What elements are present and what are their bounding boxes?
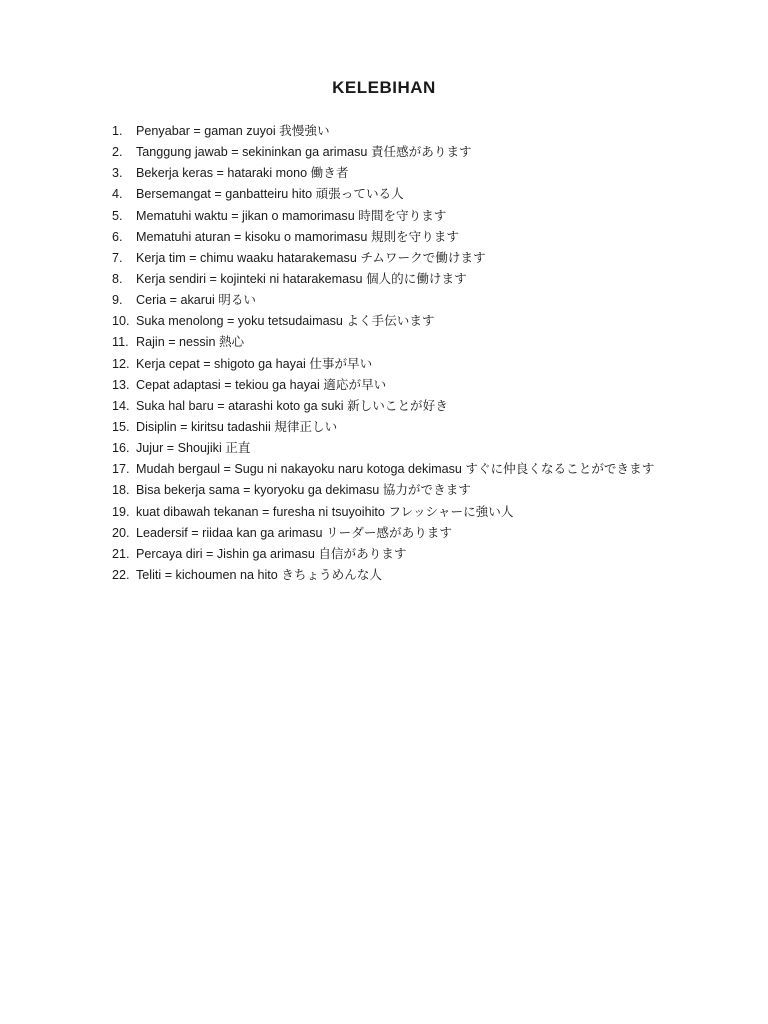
list-item-text: Kerja cepat = shigoto ga hayai 仕事が早い xyxy=(136,356,373,371)
list-item-number: 9. xyxy=(112,293,123,308)
list-item xyxy=(112,269,654,290)
list-item-number: 6. xyxy=(112,229,123,244)
list-item-number: 1. xyxy=(112,124,123,138)
list-item-text: kuat dibawah tekanan = furesha ni tsuyoihito フレッシャーに強い人 xyxy=(136,504,514,519)
list-item-number: 21. xyxy=(112,546,130,561)
list-item-number: 18. xyxy=(112,483,130,498)
strengths-list xyxy=(112,121,654,586)
list-item-text: Percaya diri = Jishin ga arimasu 自信があります xyxy=(136,546,407,561)
list-item-text: Suka hal baru = atarashi koto ga suki 新しいことが好き xyxy=(136,398,448,413)
list-item-number: 20. xyxy=(112,525,130,540)
list-item-number: 13. xyxy=(112,377,130,392)
list-item-number: 5. xyxy=(112,208,123,223)
list-item-number: 22. xyxy=(112,567,130,582)
list-item-text: Bekerja keras = hataraki mono 働き者 xyxy=(136,166,349,181)
list-item-number: 3. xyxy=(112,166,123,181)
list-item xyxy=(112,354,654,375)
list-item-text: Teliti = kichoumen na hito きちょうめんな人 xyxy=(136,567,383,582)
list-item xyxy=(112,438,654,459)
list-item-text: Jujur = Shoujiki 正直 xyxy=(136,441,251,456)
list-item xyxy=(112,311,654,332)
list-item xyxy=(112,332,654,353)
list-item xyxy=(112,565,654,586)
list-item-text: Ceria = akarui 明るい xyxy=(136,293,257,308)
list-item-number: 19. xyxy=(112,504,130,519)
list-item xyxy=(112,121,654,142)
list-item-number: 17. xyxy=(112,462,130,477)
list-item-text: Disiplin = kiritsu tadashii 規律正しい xyxy=(136,419,338,434)
list-item xyxy=(112,163,654,184)
list-item xyxy=(112,206,654,227)
list-item-number: 8. xyxy=(112,271,123,286)
list-item xyxy=(112,396,654,417)
list-item-text: Kerja tim = chimu waaku hatarakemasu チムワークで働けます xyxy=(136,250,486,265)
list-item xyxy=(112,502,654,523)
list-item-text: Suka menolong = yoku tetsudaimasu よく手伝います xyxy=(136,314,435,329)
list-item-text: Leadersif = riidaa kan ga arimasu リーダー感があります xyxy=(136,525,452,540)
list-item xyxy=(112,290,654,311)
list-item-text: Kerja sendiri = kojinteki ni hatarakemasu 個人的に働けます xyxy=(136,271,467,286)
list-item-text: Penyabar = gaman zuyoi 我慢強い xyxy=(136,124,330,138)
list-item-number: 14. xyxy=(112,398,130,413)
list-item-text: Rajin = nessin 熱心 xyxy=(136,335,245,350)
list-item xyxy=(112,544,654,565)
list-item xyxy=(112,375,654,396)
list-item xyxy=(112,417,654,438)
list-item-text: Mematuhi aturan = kisoku o mamorimasu 規則を守ります xyxy=(136,229,459,244)
list-item-number: 11. xyxy=(112,335,129,350)
list-item xyxy=(112,480,654,501)
list-item-number: 12. xyxy=(112,356,130,371)
list-item xyxy=(112,459,654,480)
list-item xyxy=(112,523,654,544)
document-title: KELEBIHAN xyxy=(332,78,436,97)
list-item-number: 15. xyxy=(112,419,130,434)
list-item-text: Bersemangat = ganbatteiru hito 頑張っている人 xyxy=(136,187,404,202)
list-item-number: 7. xyxy=(112,250,123,265)
list-item xyxy=(112,142,654,163)
list-item-number: 4. xyxy=(112,187,123,202)
list-item xyxy=(112,227,654,248)
list-item-text: Bisa bekerja sama = kyoryoku ga dekimasu 協力ができます xyxy=(136,483,471,498)
list-item-text: Mudah bergaul = Sugu ni nakayoku naru kotoga dekimasu すぐに仲良くなることができます xyxy=(136,462,655,477)
list-item-number: 16. xyxy=(112,441,130,456)
list-item-number: 2. xyxy=(112,145,123,160)
list-item-text: Cepat adaptasi = tekiou ga hayai 適応が早い xyxy=(136,377,387,392)
list-item xyxy=(112,248,654,269)
list-item xyxy=(112,184,654,205)
list-item-text: Tanggung jawab = sekininkan ga arimasu 責任感があります xyxy=(136,145,472,160)
list-item-number: 10. xyxy=(112,314,130,329)
list-item-text: Mematuhi waktu = jikan o mamorimasu 時間を守ります xyxy=(136,208,447,223)
